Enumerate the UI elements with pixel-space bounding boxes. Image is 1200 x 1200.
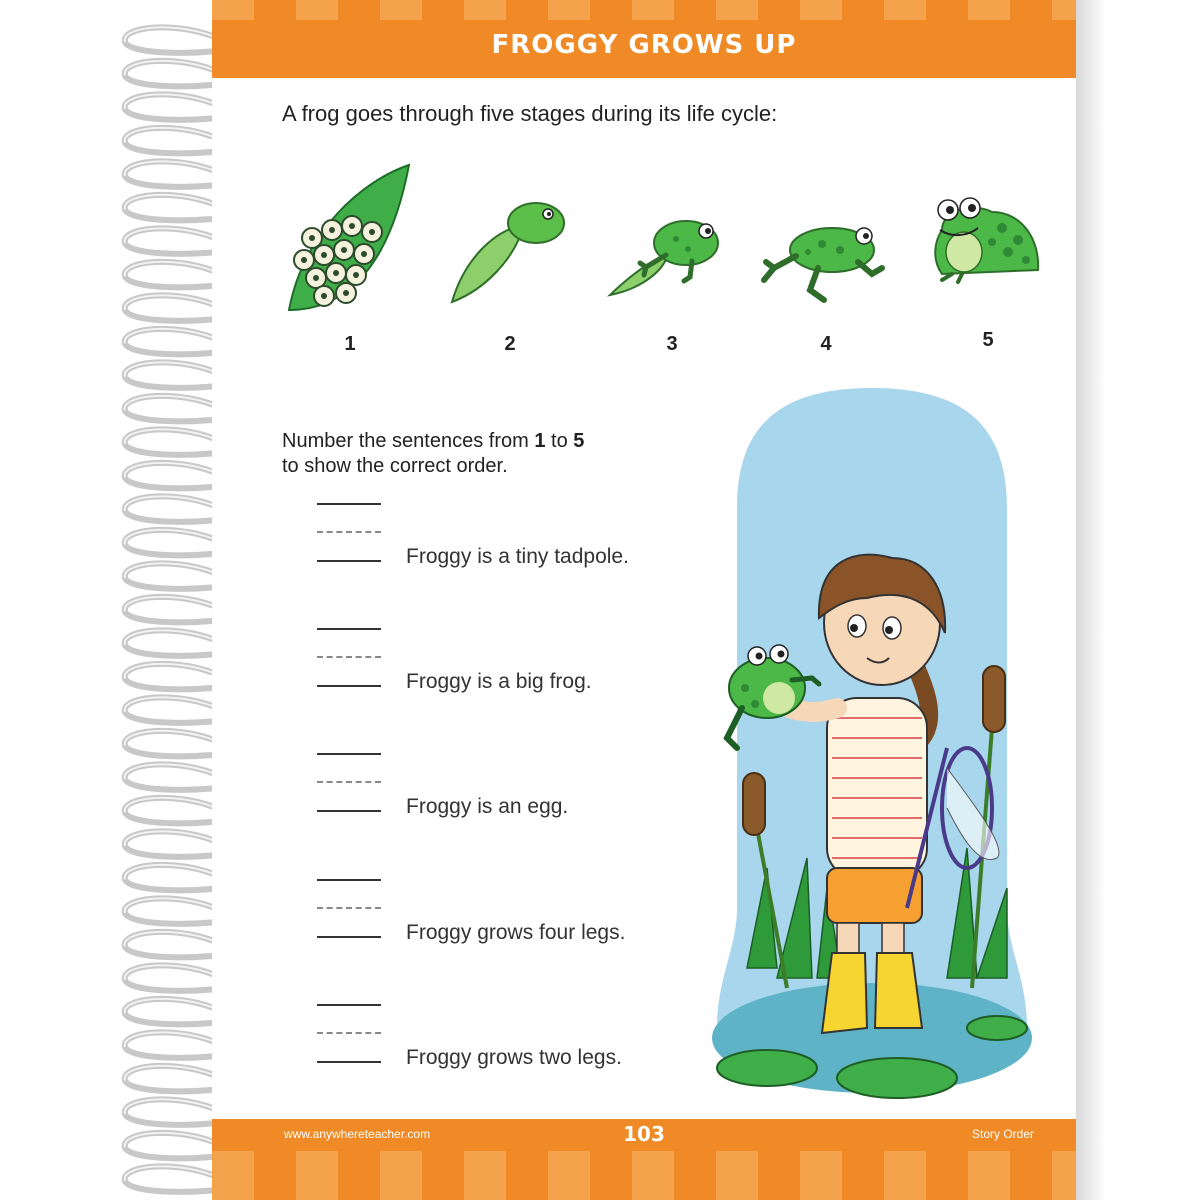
answer-blank-top[interactable] <box>317 879 381 881</box>
stage-number-1: 1 <box>344 333 356 355</box>
stage-5 <box>922 190 1047 351</box>
stage-2 <box>444 190 569 355</box>
sentence-text: Froggy is a big frog. <box>406 670 592 693</box>
page-title: FROGGY GROWS UP <box>491 30 797 60</box>
workbook-page <box>212 0 1076 1200</box>
frog-eggs-icon <box>284 160 414 315</box>
page-footer <box>212 1119 1076 1200</box>
stage-number-5: 5 <box>982 329 994 351</box>
footer-section-label: Story Order <box>971 1127 1034 1141</box>
sentence-text: Froggy is an egg. <box>406 795 569 818</box>
tadpole-icon <box>444 190 569 310</box>
answer-blank-baseline[interactable] <box>317 936 381 938</box>
footer-url: www.anywhereteacher.com <box>284 1127 431 1141</box>
intro-text: A frog goes through five stages during its life cycle: <box>282 101 778 126</box>
stage-number-4: 4 <box>820 333 832 355</box>
instructions-line-1: Number the sentences from 1 to 5 <box>282 430 585 452</box>
stage-4 <box>760 210 890 355</box>
stage-number-2: 2 <box>504 333 516 355</box>
answer-blank-midline <box>317 1032 381 1034</box>
answer-blank-baseline[interactable] <box>317 685 381 687</box>
sentence-text: Froggy is a tiny tadpole. <box>406 545 629 568</box>
footer-stripes <box>212 1151 1076 1200</box>
froglet-icon <box>760 210 890 305</box>
answer-blank-baseline[interactable] <box>317 560 381 562</box>
sentence-text: Froggy grows four legs. <box>406 921 626 944</box>
answer-blank-midline <box>317 907 381 909</box>
page-header <box>212 0 1076 78</box>
answer-blank-midline <box>317 531 381 533</box>
answer-blank-midline <box>317 656 381 658</box>
instructions <box>282 429 702 479</box>
answer-blank-baseline[interactable] <box>317 810 381 812</box>
answer-blank-top[interactable] <box>317 628 381 630</box>
answer-blank-top[interactable] <box>317 503 381 505</box>
answer-blank-top[interactable] <box>317 753 381 755</box>
page-number: 103 <box>623 1122 665 1146</box>
adult-frog-icon <box>922 190 1047 285</box>
striped-shirt <box>827 698 927 878</box>
answer-blank-baseline[interactable] <box>317 1061 381 1063</box>
instructions-line-2: to show the correct order. <box>282 455 508 477</box>
answer-blank-midline <box>317 781 381 783</box>
stage-number-3: 3 <box>666 333 678 355</box>
orange-shorts <box>827 868 922 923</box>
sentence-text: Froggy grows two legs. <box>406 1046 622 1069</box>
answer-blank-top[interactable] <box>317 1004 381 1006</box>
stage-1 <box>284 160 414 355</box>
page-edge-shadow <box>1076 0 1200 1200</box>
header-stripes <box>212 0 1076 20</box>
tadpole-legs-icon <box>606 205 736 300</box>
stage-3 <box>606 205 736 355</box>
girl-with-frog-illustration <box>707 388 1037 1113</box>
